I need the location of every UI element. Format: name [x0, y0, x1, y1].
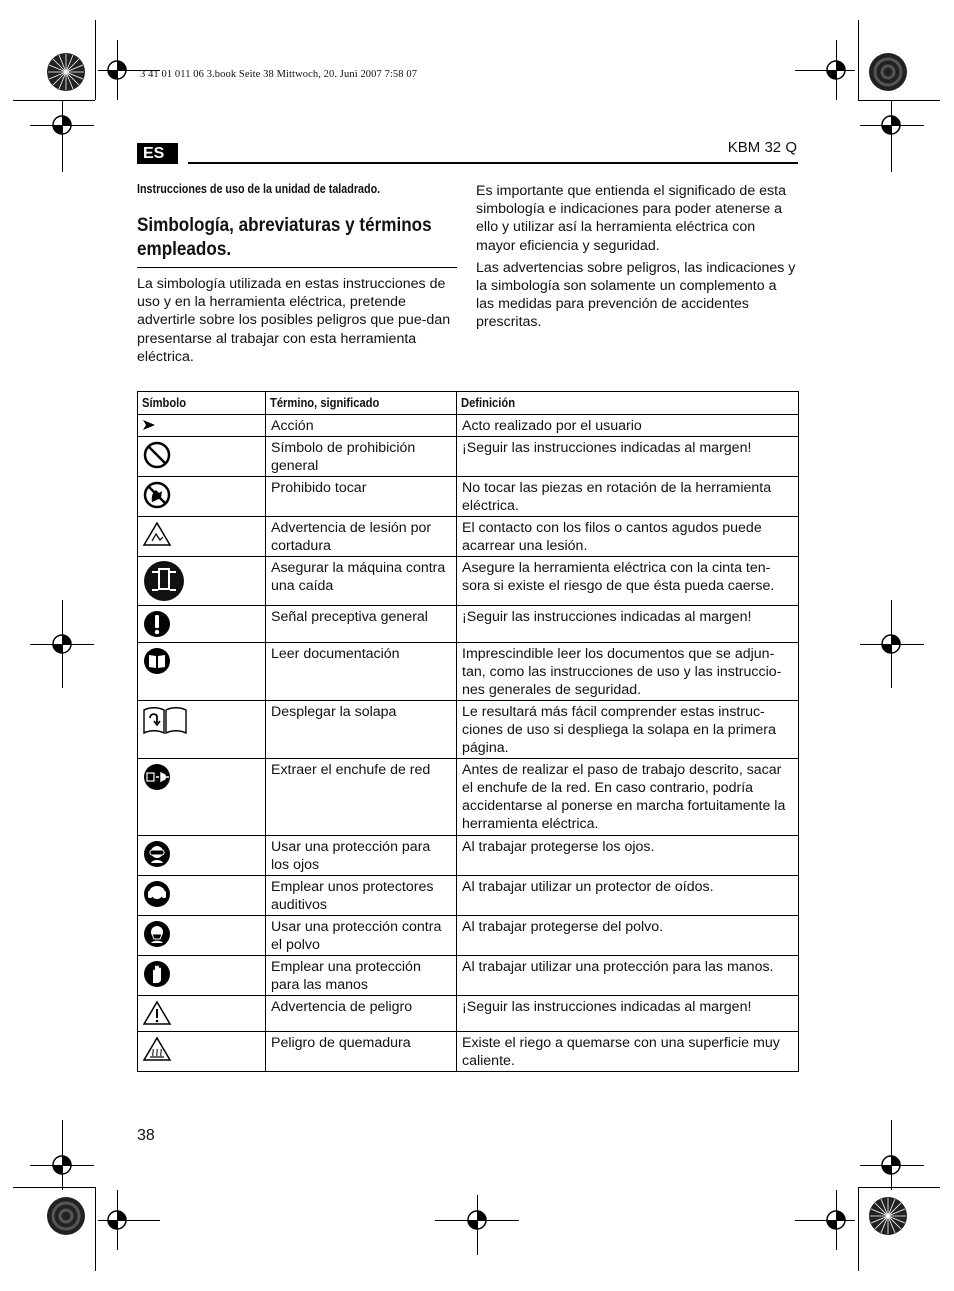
table-row: [138, 517, 799, 557]
term-cell: Símbolo de prohibición general: [266, 437, 457, 477]
definition-cell: ¡Seguir las instrucciones indicadas al margen!: [457, 437, 799, 477]
definition-cell: No tocar las piezas en rotación de la herramienta eléctrica.: [457, 477, 799, 517]
term-cell: Peligro de quemadura: [266, 1032, 457, 1072]
title-rule: [137, 267, 457, 268]
registration-mark-icon: [463, 1206, 491, 1234]
arrow-action-icon: [142, 418, 156, 432]
color-target-icon: [46, 1196, 86, 1236]
prohibition-icon: [142, 440, 172, 470]
symbol-table: [137, 391, 799, 1072]
file-imprint: 3 41 01 011 06 3.book Seite 38 Mittwoch, 20. Juni 2007 7:58 07: [140, 69, 418, 80]
table-header-row: [138, 392, 799, 415]
definition-cell: Existe el riego a quemarse con una superficie muy caliente.: [457, 1032, 799, 1072]
intro-right-paragraph: Es importante que entienda el significado de esta simbología e indicaciones para poder atenerse a ello y utilizar así la herramienta eléctrica con mayor eficiencia y seguridad.: [476, 183, 786, 254]
color-target-icon: [868, 52, 908, 92]
registration-mark-icon: [822, 1206, 850, 1234]
definition-cell: ¡Seguir las instrucciones indicadas al margen!: [457, 996, 799, 1032]
definition-cell: El contacto con los filos o cantos agudos puede acarrear una lesión.: [457, 517, 799, 557]
term-cell: Desplegar la solapa: [266, 701, 457, 759]
page-title: Simbología, abreviaturas y términos empleados.: [137, 215, 432, 260]
table-row: [138, 415, 799, 437]
term-cell: Extraer el enchufe de red: [266, 759, 457, 836]
cut-warning-icon: [142, 520, 172, 548]
definition-cell: Al trabajar utilizar una protección para las manos.: [457, 956, 799, 996]
model-name: KBM 32 Q: [727, 139, 797, 156]
registration-mark-icon: [822, 56, 850, 84]
term-cell: Usar una protección para los ojos: [266, 836, 457, 876]
registration-mark-icon: [103, 56, 131, 84]
column-header-symbol: Símbolo: [138, 392, 266, 415]
definition-cell: Imprescindible leer los documentos que se adjun-tan, como las instrucciones de uso y las instruccio-nes generales de seguridad.: [457, 643, 799, 701]
term-cell: Emplear unos protectores auditivos: [266, 876, 457, 916]
term-cell: Usar una protección contra el polvo: [266, 916, 457, 956]
registration-mark-icon: [877, 630, 905, 658]
intro-right-paragraph: Las advertencias sobre peligros, las indicaciones y la simbología son solamente un complemento a las medidas para prevención de accidentes prescritas.: [476, 259, 796, 331]
term-cell: Asegurar la máquina contra una caída: [266, 557, 457, 606]
table-row: [138, 701, 799, 759]
term-cell: Emplear una protección para las manos: [266, 956, 457, 996]
danger-warning-icon: [142, 999, 172, 1027]
table-row: [138, 759, 799, 836]
term-cell: Leer documentación: [266, 643, 457, 701]
hand-protection-icon: [142, 959, 172, 989]
section-label: Instrucciones de uso de la unidad de taladrado.: [137, 182, 381, 196]
definition-cell: Al trabajar protegerse los ojos.: [457, 836, 799, 876]
page-number: 38: [137, 1127, 155, 1144]
column-header-term: Término, significado: [266, 392, 457, 415]
read-manual-icon: [142, 646, 172, 676]
definition-cell: Antes de realizar el paso de trabajo descrito, sacar el enchufe de la red. En caso contrario, podría accidentarse al ponerse en marcha fortuitamente la herramienta eléctrica.: [457, 759, 799, 836]
term-cell: Acción: [266, 415, 457, 437]
eye-protection-icon: [142, 839, 172, 869]
color-target-icon: [868, 1196, 908, 1236]
term-cell: Advertencia de lesión por cortadura: [266, 517, 457, 557]
definition-cell: Le resultará más fácil comprender estas instruc-ciones de uso si despliega la solapa en la primera página.: [457, 701, 799, 759]
registration-mark-icon: [877, 1151, 905, 1179]
intro-right-column: [476, 182, 798, 336]
registration-mark-icon: [103, 1206, 131, 1234]
table-row: [138, 437, 799, 477]
table-row: [138, 996, 799, 1032]
mandatory-icon: [142, 609, 172, 639]
table-row: [138, 557, 799, 606]
definition-cell: Al trabajar protegerse del polvo.: [457, 916, 799, 956]
registration-mark-icon: [877, 111, 905, 139]
table-row: [138, 643, 799, 701]
dust-protection-icon: [142, 919, 172, 949]
table-row: [138, 1032, 799, 1072]
unplug-icon: [142, 762, 172, 792]
fold-out-icon: [142, 704, 188, 736]
intro-left-paragraph: La simbología utilizada en estas instrucciones de uso y en la herramienta eléctrica, pretende advertirle sobre los posibles peligros que pue-dan presentarse al trabajar con esta herramienta eléctrica.: [137, 276, 451, 365]
registration-mark-icon: [48, 1151, 76, 1179]
table-row: [138, 876, 799, 916]
burn-danger-icon: [142, 1035, 172, 1063]
term-cell: Señal preceptiva general: [266, 606, 457, 643]
secure-machine-icon: [142, 560, 186, 602]
ear-protection-icon: [142, 879, 172, 909]
color-target-icon: [46, 52, 86, 92]
term-cell: Prohibido tocar: [266, 477, 457, 517]
definition-cell: Asegure la herramienta eléctrica con la cinta ten-sora si existe el riesgo de que ésta pueda caerse.: [457, 557, 799, 606]
column-header-definition: Definición: [457, 392, 799, 415]
definition-cell: Acto realizado por el usuario: [457, 415, 799, 437]
table-row: [138, 836, 799, 876]
registration-mark-icon: [48, 111, 76, 139]
definition-cell: Al trabajar utilizar un protector de oídos.: [457, 876, 799, 916]
header-rule: [188, 162, 798, 164]
table-row: [138, 916, 799, 956]
definition-cell: ¡Seguir las instrucciones indicadas al margen!: [457, 606, 799, 643]
table-row: [138, 956, 799, 996]
table-row: [138, 477, 799, 517]
table-row: [138, 606, 799, 643]
language-badge: ES: [137, 143, 178, 164]
term-cell: Advertencia de peligro: [266, 996, 457, 1032]
registration-mark-icon: [48, 630, 76, 658]
no-touch-icon: [142, 480, 172, 510]
